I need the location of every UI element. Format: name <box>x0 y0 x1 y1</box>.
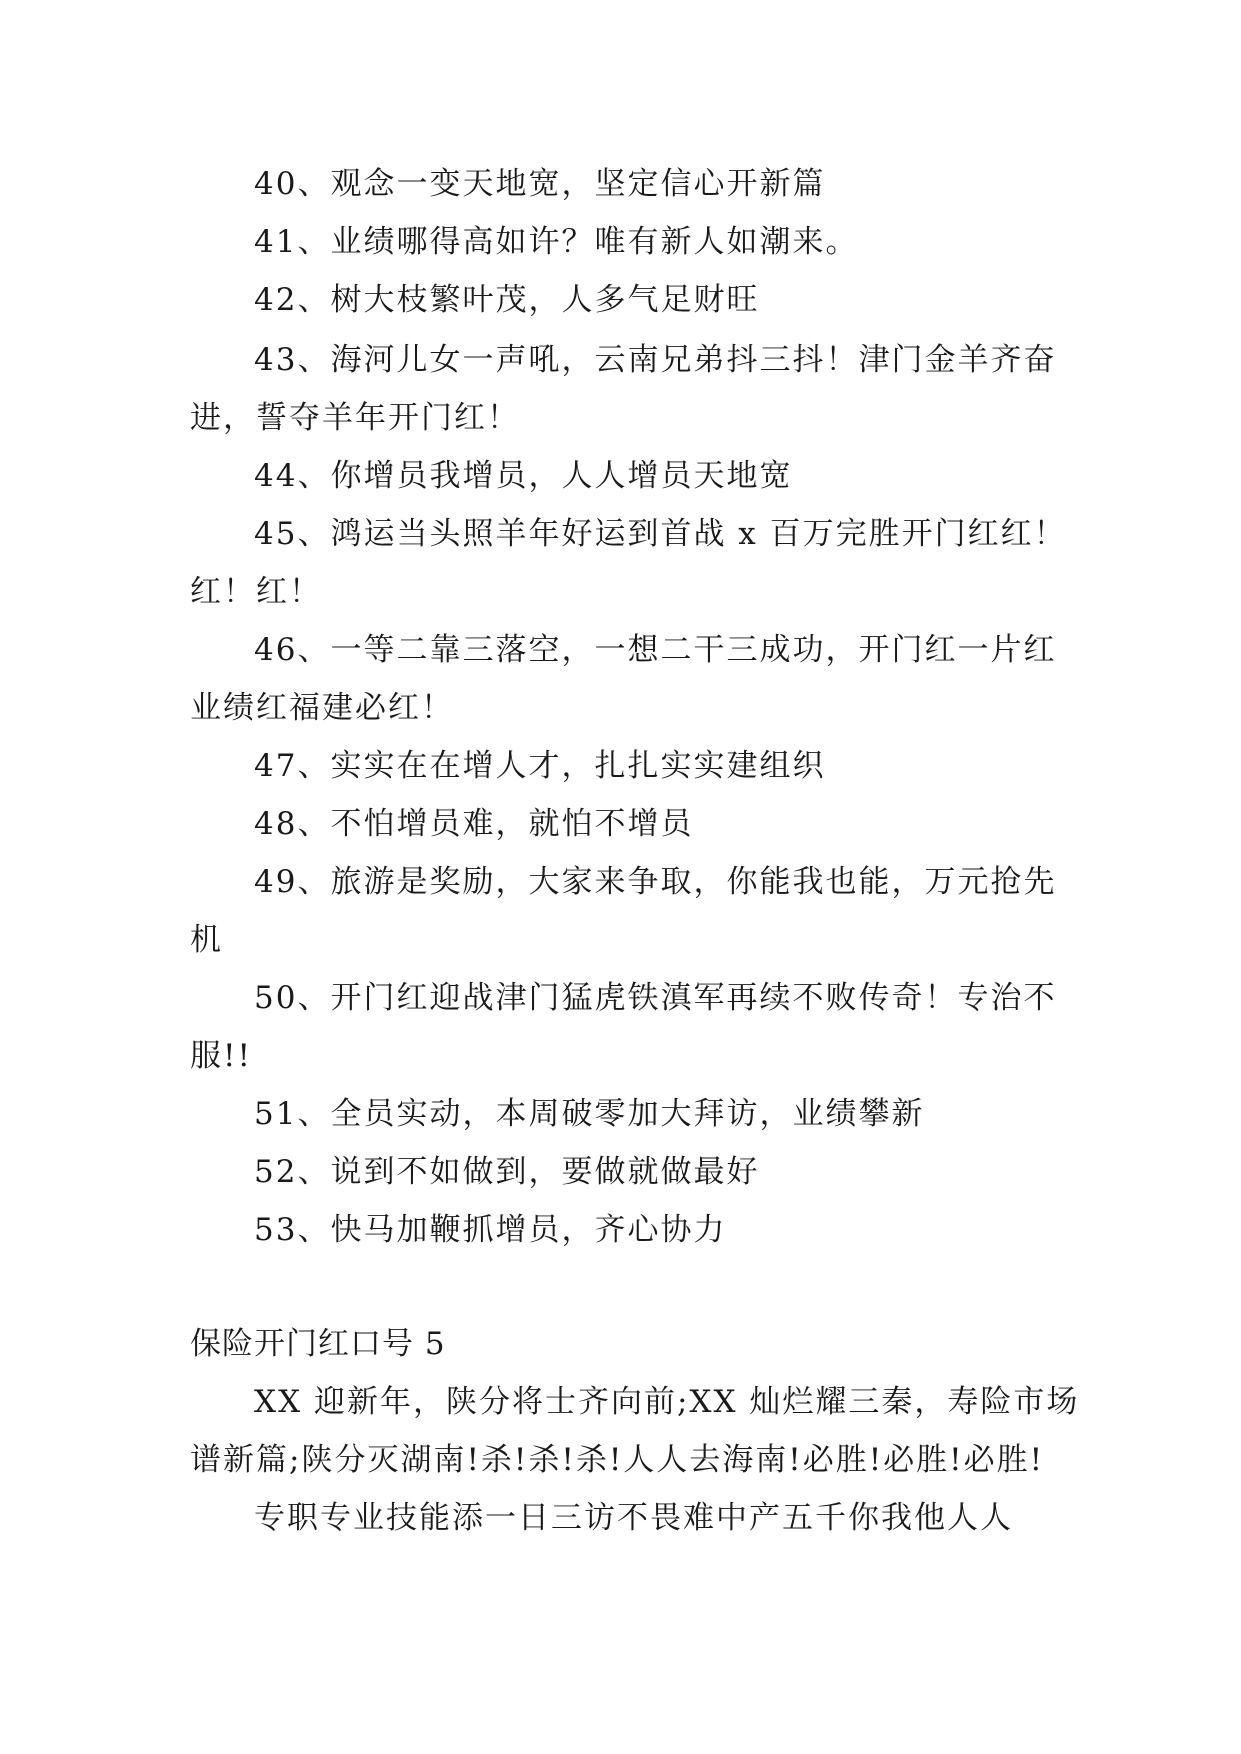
section-paragraph-line-1: XX 迎新年，陕分将士齐向前;XX 灿烂耀三秦，寿险市场 <box>254 1384 1080 1420</box>
slogan-46-cont: 业绩红福建必红！ <box>190 690 454 726</box>
slogan-43: 43、海河儿女一声吼，云南兄弟抖三抖！津门金羊齐奋 <box>254 342 1057 378</box>
slogan-49: 49、旅游是奖励，大家来争取，你能我也能，万元抢先 <box>254 864 1057 900</box>
slogan-40: 40、观念一变天地宽，坚定信心开新篇 <box>254 166 826 202</box>
slogan-52: 52、说到不如做到，要做就做最好 <box>254 1154 760 1190</box>
slogan-50: 50、开门红迎战津门猛虎铁滇军再续不败传奇！专治不 <box>254 980 1057 1016</box>
slogan-49-cont: 机 <box>190 922 223 958</box>
slogan-53: 53、快马加鞭抓增员，齐心协力 <box>254 1212 727 1248</box>
slogan-42: 42、树大枝繁叶茂，人多气足财旺 <box>254 282 760 318</box>
slogan-47: 47、实实在在增人才，扎扎实实建组织 <box>254 748 826 784</box>
slogan-50-cont: 服!! <box>190 1038 252 1074</box>
slogan-43-cont: 进，誓夺羊年开门红！ <box>190 400 520 436</box>
slogan-45-cont: 红！红！ <box>190 574 322 610</box>
slogan-41: 41、业绩哪得高如许？唯有新人如潮来。 <box>254 224 859 260</box>
section-paragraph-line-2: 谱新篇;陕分灭湖南!杀!杀!杀!人人去海南!必胜!必胜!必胜! <box>190 1442 1045 1478</box>
slogan-51: 51、全员实动，本周破零加大拜访，业绩攀新 <box>254 1096 925 1132</box>
section-paragraph-line-3: 专职专业技能添一日三访不畏难中产五千你我他人人 <box>254 1500 1013 1536</box>
slogan-46: 46、一等二靠三落空，一想二干三成功，开门红一片红 <box>254 632 1057 668</box>
slogan-45: 45、鸿运当头照羊年好运到首战 x 百万完胜开门红红！ <box>254 516 1067 552</box>
section-title: 保险开门红口号 5 <box>190 1326 446 1362</box>
slogan-48: 48、不怕增员难，就怕不增员 <box>254 806 694 842</box>
slogan-44: 44、你增员我增员，人人增员天地宽 <box>254 458 793 494</box>
